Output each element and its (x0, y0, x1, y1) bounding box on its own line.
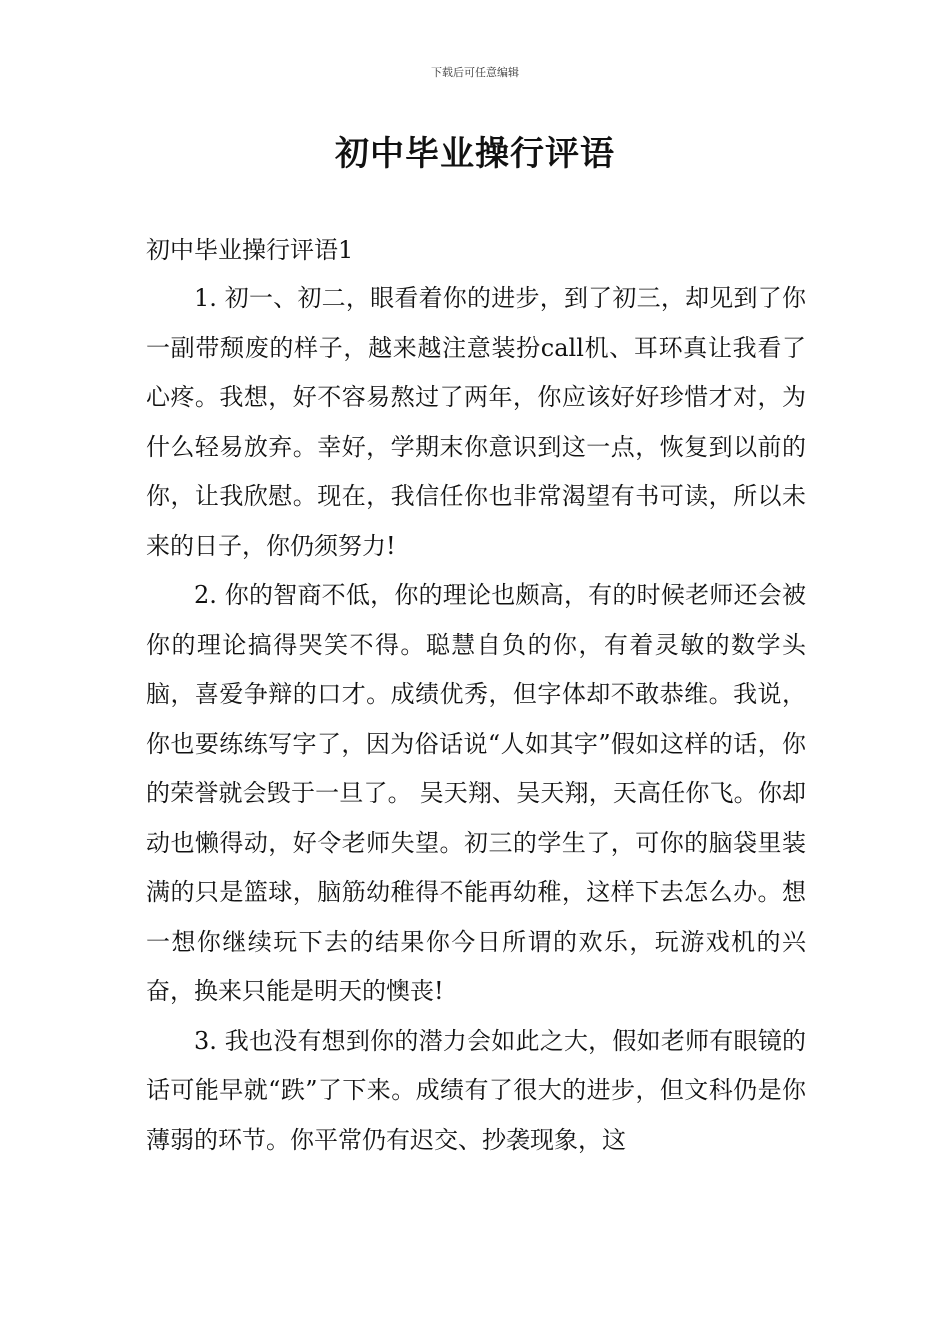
paragraph-1: 1. 初一、初二，眼看着你的进步，到了初三，却见到了你一副带颓废的样子，越来越注意装扮call机、耳环真让我看了心疼。我想，好不容易熬过了两年，你应该好好珍惜才对，为什么轻易放弃。幸好，学期末你意识到这一点，恢复到以前的你，让我欣慰。现在，我信任你也非常渴望有书可读，所以未来的日子，你仍须努力! (146, 284, 806, 560)
header-note: 下载后可任意编辑 (431, 66, 519, 79)
paragraph-2: 2. 你的智商不低，你的理论也颇高，有的时候老师还会被你的理论搞得哭笑不得。聪慧自负的你，有着灵敏的数学头脑，喜爱争辩的口才。成绩优秀，但字体却不敢恭维。我说，你也要练练写字了，因为俗话说“人如其字”假如这样的话，你的荣誉就会毁于一旦了。 吴天翔、吴天翔，天高任你飞。你却动也懒得动，好令老师失望。初三的学生了，可你的脑袋里装满的只是篮球，脑筋幼稚得不能再幼稚，这样下去怎么办。想一想你继续玩下去的结果你今日所谓的欢乐，玩游戏机的兴奋，换来只能是明天的懊丧! (146, 581, 806, 1005)
document-title: 初中毕业操行评语 (335, 134, 615, 174)
document-body (146, 274, 806, 1165)
paragraph-3: 3. 我也没有想到你的潜力会如此之大，假如老师有眼镜的话可能早就“跌”了下来。成绩有了很大的进步，但文科仍是你薄弱的环节。你平常仍有迟交、抄袭现象，这 (146, 1026, 806, 1154)
section-heading: 初中毕业操行评语1 (146, 236, 354, 264)
